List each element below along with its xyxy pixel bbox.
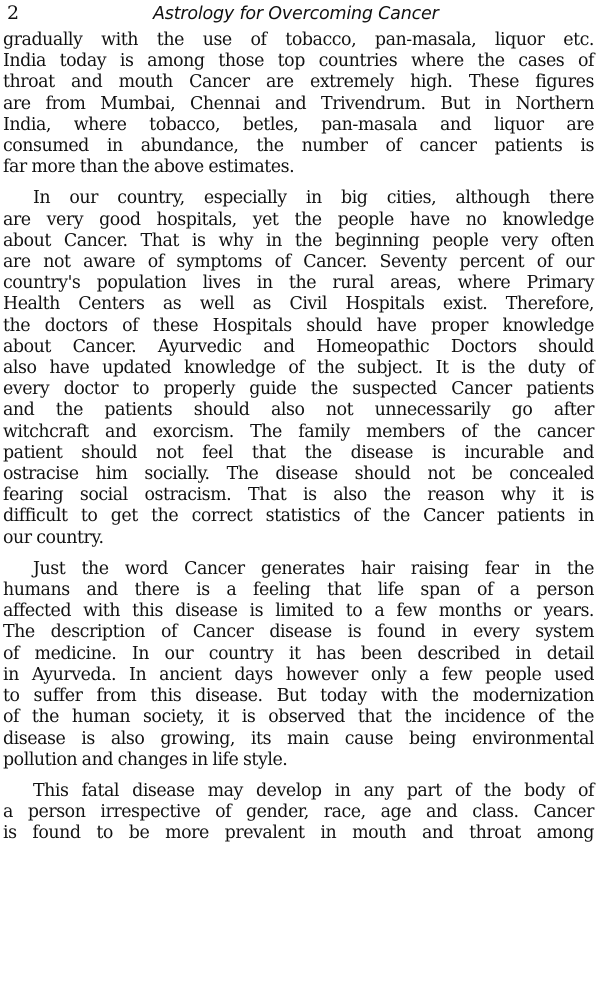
text-line: of medicine. In our country it has been described in detail xyxy=(3,643,594,664)
text-line: also have updated knowledge of the subject. It is the duty of xyxy=(3,358,594,379)
running-title: Astrology for Overcoming Cancer xyxy=(153,4,439,24)
text-line: ostracise him socially. The disease should not be concealed xyxy=(3,464,594,485)
text-line: disease is also growing, its main cause being environmental xyxy=(3,728,594,749)
text-line: are from Mumbai, Chennai and Trivendrum. But in Northern xyxy=(3,93,594,114)
paragraph-4 xyxy=(3,781,594,845)
text-line: a person irrespective of gender, race, age and class. Cancer xyxy=(3,802,594,823)
text-line: in Ayurveda. In ancient days however only a few people used xyxy=(3,664,594,685)
text-line: our country. xyxy=(3,527,104,548)
text-line: are not aware of symptoms of Cancer. Seventy percent of our xyxy=(3,252,594,273)
text-line: is found to be more prevalent in mouth and throat among xyxy=(3,823,594,844)
text-line: patient should not feel that the disease is incurable and xyxy=(3,442,594,463)
text-line: affected with this disease is limited to a few months or years. xyxy=(3,601,594,622)
text-line: about Cancer. That is why in the beginning people very often xyxy=(3,230,594,251)
text-line: consumed in abundance, the number of cancer patients is xyxy=(3,136,594,157)
text-line: India today is among those top countries where the cases of xyxy=(3,51,594,72)
paragraph-2 xyxy=(3,188,594,548)
text-line: to suffer from this disease. But today with the modernization xyxy=(3,686,594,707)
text-line: In our country, especially in big cities, although there xyxy=(33,188,594,209)
text-line: country's population lives in the rural areas, where Primary xyxy=(3,273,594,294)
text-line: far more than the above estimates. xyxy=(3,157,295,178)
text-line: Just the word Cancer generates hair raising fear in the xyxy=(33,558,594,579)
paragraph-1 xyxy=(3,30,594,178)
text-line: gradually with the use of tobacco, pan-masala, liquor etc. xyxy=(3,30,594,50)
text-line: pollution and changes in life style. xyxy=(3,749,288,770)
text-line: Health Centers as well as Civil Hospitals exist. Therefore, xyxy=(3,294,594,315)
page-header xyxy=(3,0,594,30)
text-line: difficult to get the correct statistics of the Cancer patients in xyxy=(3,506,594,527)
text-line: humans and there is a feeling that life span of a person xyxy=(3,580,594,601)
text-line: every doctor to properly guide the suspected Cancer patients xyxy=(3,379,594,400)
text-line: are very good hospitals, yet the people have no knowledge xyxy=(3,209,594,230)
paragraph-3 xyxy=(3,559,594,771)
text-line: of the human society, it is observed that the incidence of the xyxy=(3,707,594,728)
text-line: and the patients should also not unnecessarily go after xyxy=(3,400,594,421)
text-line: fearing social ostracism. That is also the reason why it is xyxy=(3,485,594,506)
page-number: 2 xyxy=(7,2,20,24)
text-line: The description of Cancer disease is found in every system xyxy=(3,622,594,643)
text-line: India, where tobacco, betles, pan-masala and liquor are xyxy=(3,114,594,135)
text-line: about Cancer. Ayurvedic and Homeopathic Doctors should xyxy=(3,336,594,357)
text-line: witchcraft and exorcism. The family members of the cancer xyxy=(3,421,594,442)
text-line: This fatal disease may develop in any part of the body of xyxy=(33,780,594,801)
text-line: throat and mouth Cancer are extremely high. These figures xyxy=(3,72,594,93)
text-line: the doctors of these Hospitals should have proper knowledge xyxy=(3,315,594,336)
